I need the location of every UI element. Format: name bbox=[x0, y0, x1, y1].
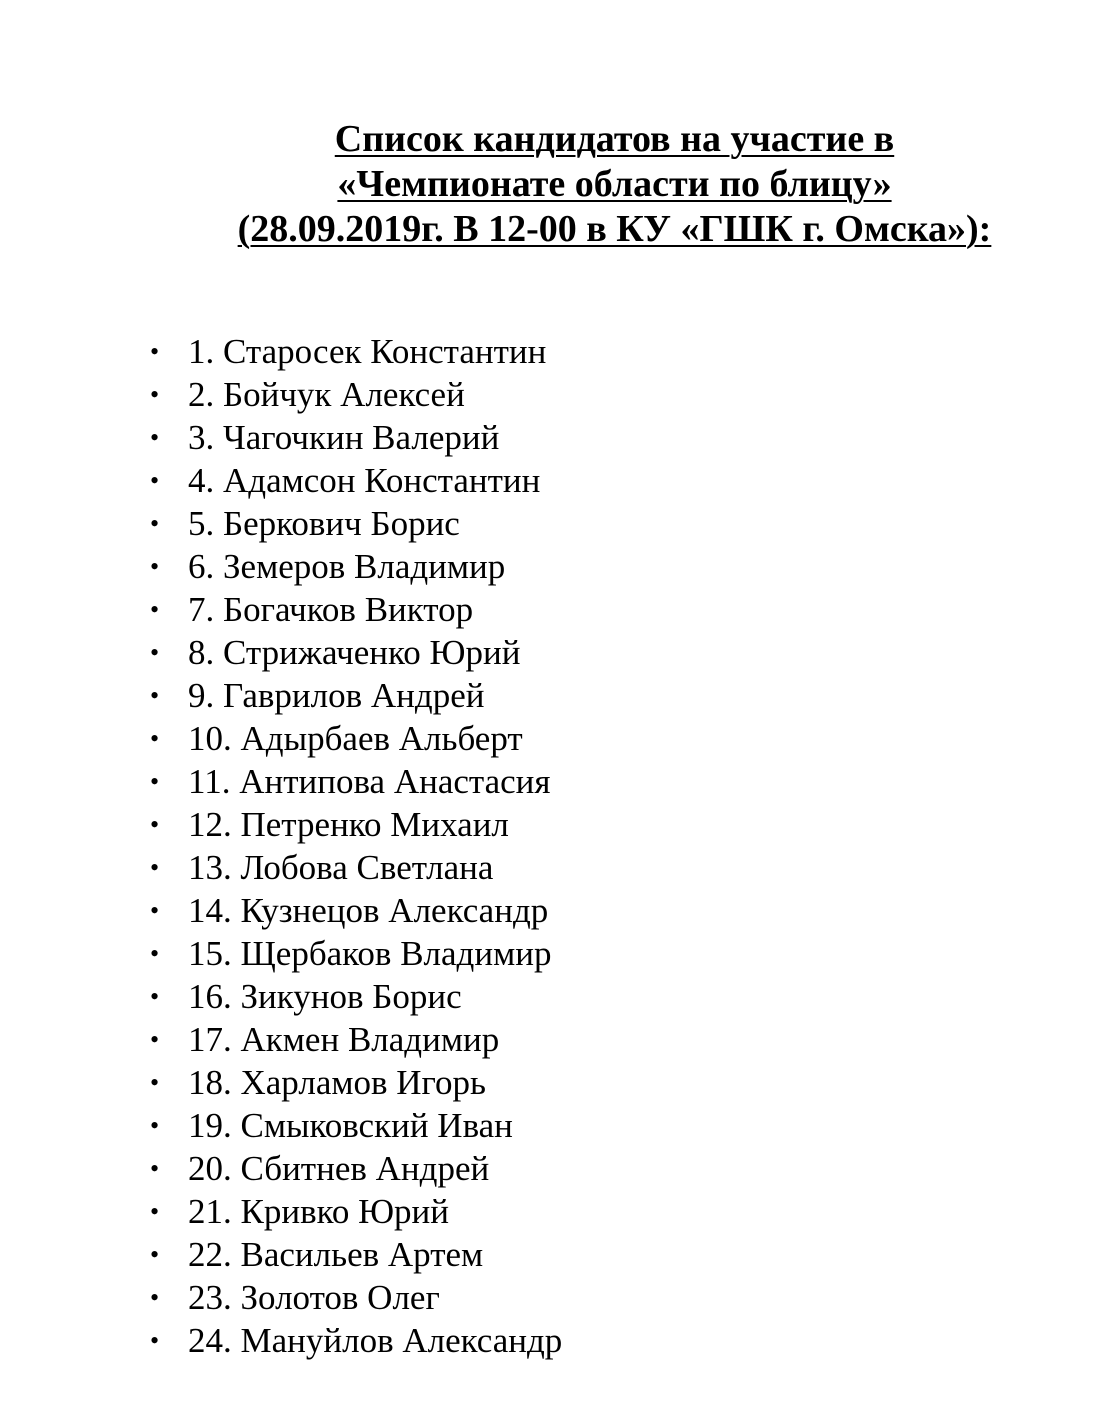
bullet-icon: • bbox=[150, 1110, 160, 1140]
list-item bbox=[150, 588, 562, 631]
list-item bbox=[150, 1319, 562, 1362]
list-item bbox=[150, 416, 562, 459]
candidate-name: 9. Гаврилов Андрей bbox=[188, 676, 485, 715]
candidate-name: 5. Беркович Борис bbox=[188, 504, 460, 543]
list-item bbox=[150, 330, 562, 373]
bullet-icon: • bbox=[150, 1067, 160, 1097]
list-item bbox=[150, 932, 562, 975]
list-item bbox=[150, 674, 562, 717]
list-item bbox=[150, 631, 562, 674]
title-line-2-text: «Чемпионате области по блицу» bbox=[337, 163, 892, 205]
title-line-2 bbox=[0, 162, 1099, 207]
list-item bbox=[150, 760, 562, 803]
candidate-name: 3. Чагочкин Валерий bbox=[188, 418, 500, 457]
bullet-icon: • bbox=[150, 422, 160, 452]
candidate-name: 13. Лобова Светлана bbox=[188, 848, 494, 887]
bullet-icon: • bbox=[150, 1196, 160, 1226]
candidate-name: 19. Смыковский Иван bbox=[188, 1106, 513, 1145]
title-line-3 bbox=[0, 207, 1099, 252]
bullet-icon: • bbox=[150, 551, 160, 581]
list-item bbox=[150, 1190, 562, 1233]
list-item bbox=[150, 846, 562, 889]
candidate-name: 16. Зикунов Борис bbox=[188, 977, 462, 1016]
candidate-name: 10. Адырбаев Альберт bbox=[188, 719, 523, 758]
bullet-icon: • bbox=[150, 465, 160, 495]
list-item bbox=[150, 1276, 562, 1319]
list-item bbox=[150, 1147, 562, 1190]
bullet-icon: • bbox=[150, 508, 160, 538]
bullet-icon: • bbox=[150, 895, 160, 925]
bullet-icon: • bbox=[150, 379, 160, 409]
candidate-name: 21. Кривко Юрий bbox=[188, 1192, 450, 1231]
candidate-name: 6. Земеров Владимир bbox=[188, 547, 506, 586]
list-item bbox=[150, 803, 562, 846]
bullet-icon: • bbox=[150, 809, 160, 839]
title-line-1-text: Список кандидатов на участие в bbox=[334, 118, 895, 160]
bullet-icon: • bbox=[150, 766, 160, 796]
bullet-icon: • bbox=[150, 1153, 160, 1183]
list-item bbox=[150, 1061, 562, 1104]
candidate-name: 4. Адамсон Константин bbox=[188, 461, 541, 500]
list-item bbox=[150, 889, 562, 932]
list-item bbox=[150, 502, 562, 545]
title-line-3-text: (28.09.2019г. В 12-00 в КУ «ГШК г. Омска»): bbox=[237, 208, 992, 250]
bullet-icon: • bbox=[150, 981, 160, 1011]
bullet-icon: • bbox=[150, 1282, 160, 1312]
candidate-name: 12. Петренко Михаил bbox=[188, 805, 509, 844]
bullet-icon: • bbox=[150, 852, 160, 882]
bullet-icon: • bbox=[150, 336, 160, 366]
list-item bbox=[150, 373, 562, 416]
bullet-icon: • bbox=[150, 680, 160, 710]
candidate-list bbox=[150, 330, 562, 1362]
bullet-icon: • bbox=[150, 1325, 160, 1355]
candidate-name: 7. Богачков Виктор bbox=[188, 590, 474, 629]
candidate-name: 23. Золотов Олег bbox=[188, 1278, 440, 1317]
bullet-icon: • bbox=[150, 637, 160, 667]
candidate-name: 15. Щербаков Владимир bbox=[188, 934, 552, 973]
document-title bbox=[0, 117, 1099, 252]
title-line-1 bbox=[0, 117, 1099, 162]
list-item bbox=[150, 1104, 562, 1147]
list-item bbox=[150, 545, 562, 588]
list-item bbox=[150, 1018, 562, 1061]
candidate-name: 20. Сбитнев Андрей bbox=[188, 1149, 490, 1188]
candidate-name: 24. Мануйлов Александр bbox=[188, 1321, 563, 1360]
candidate-name: 18. Харламов Игорь bbox=[188, 1063, 486, 1102]
candidate-name: 22. Васильев Артем bbox=[188, 1235, 484, 1274]
bullet-icon: • bbox=[150, 1024, 160, 1054]
list-item bbox=[150, 717, 562, 760]
list-item bbox=[150, 1233, 562, 1276]
list-item bbox=[150, 459, 562, 502]
candidate-name: 2. Бойчук Алексей bbox=[188, 375, 465, 414]
bullet-icon: • bbox=[150, 1239, 160, 1269]
bullet-icon: • bbox=[150, 723, 160, 753]
candidate-name: 14. Кузнецов Александр bbox=[188, 891, 549, 930]
candidate-name: 11. Антипова Анастасия bbox=[188, 762, 551, 801]
candidate-name: 8. Стрижаченко Юрий bbox=[188, 633, 521, 672]
bullet-icon: • bbox=[150, 938, 160, 968]
candidate-name: 1. Старосек Константин bbox=[188, 332, 547, 371]
list-item bbox=[150, 975, 562, 1018]
bullet-icon: • bbox=[150, 594, 160, 624]
candidate-name: 17. Акмен Владимир bbox=[188, 1020, 500, 1059]
